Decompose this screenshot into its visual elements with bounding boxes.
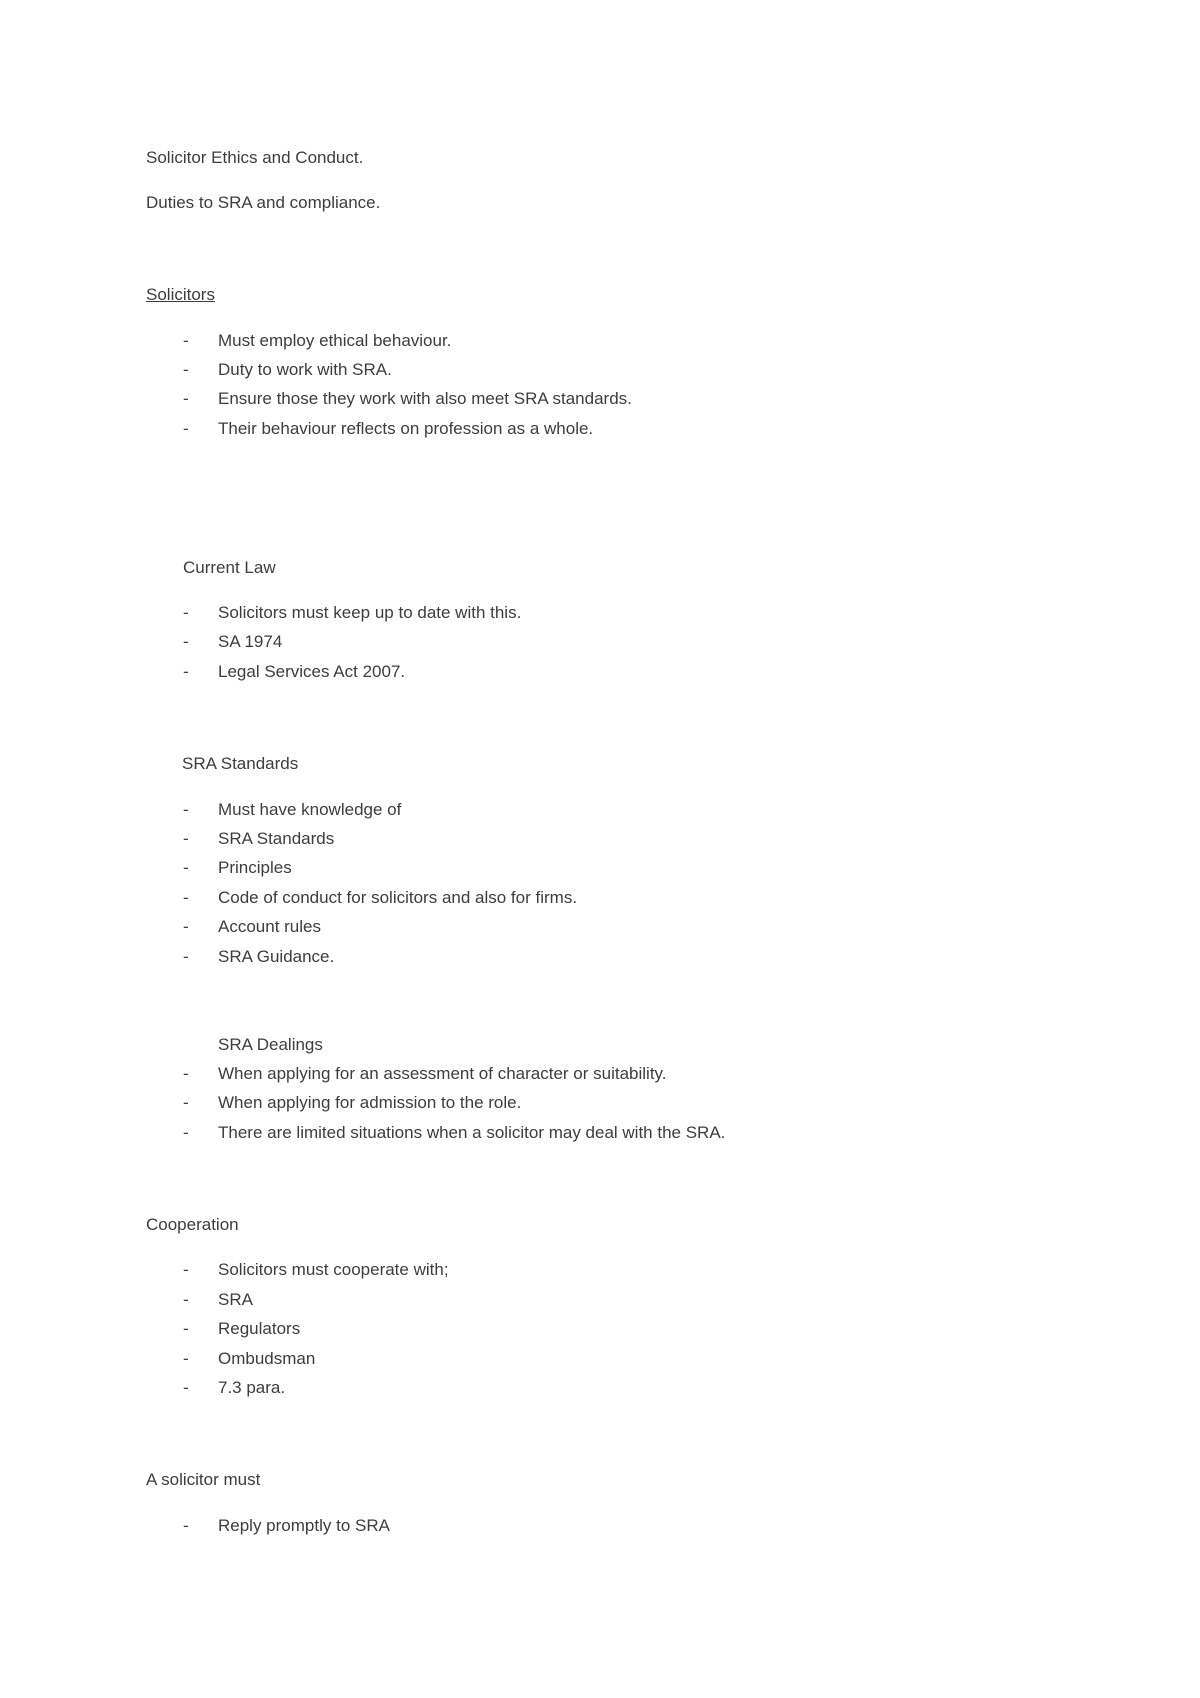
list-item: Reply promptly to SRA bbox=[218, 1516, 390, 1535]
list-item: SRA Standards bbox=[218, 829, 335, 848]
section-heading-sra-standards: SRA Standards bbox=[182, 754, 299, 773]
list-item: Regulators bbox=[218, 1319, 301, 1338]
bullet-dash: - bbox=[183, 1290, 189, 1309]
section-heading-sra-dealings: SRA Dealings bbox=[218, 1035, 323, 1054]
list-item: When applying for admission to the role. bbox=[218, 1093, 522, 1112]
list-item: Their behaviour reflects on profession as a whole. bbox=[218, 419, 594, 438]
list-item: Code of conduct for solicitors and also for firms. bbox=[218, 888, 578, 907]
bullet-dash: - bbox=[183, 1123, 189, 1142]
bullet-dash: - bbox=[183, 1378, 189, 1397]
list-item: SRA Guidance. bbox=[218, 947, 335, 966]
list-item: Ensure those they work with also meet SRA standards. bbox=[218, 389, 632, 408]
list-item: SA 1974 bbox=[218, 632, 283, 651]
list-item: Must have knowledge of bbox=[218, 800, 402, 819]
list-item: Must employ ethical behaviour. bbox=[218, 331, 452, 350]
bullet-dash: - bbox=[183, 917, 189, 936]
bullet-dash: - bbox=[183, 858, 189, 877]
bullet-dash: - bbox=[183, 662, 189, 681]
bullet-dash: - bbox=[183, 603, 189, 622]
list-item: Legal Services Act 2007. bbox=[218, 662, 406, 681]
section-heading-current-law: Current Law bbox=[183, 558, 276, 577]
bullet-dash: - bbox=[183, 888, 189, 907]
bullet-dash: - bbox=[183, 1260, 189, 1279]
section-heading-a-solicitor-must: A solicitor must bbox=[146, 1470, 261, 1489]
section-heading-cooperation: Cooperation bbox=[146, 1215, 239, 1234]
bullet-dash: - bbox=[183, 1064, 189, 1083]
bullet-dash: - bbox=[183, 389, 189, 408]
list-item: There are limited situations when a solicitor may deal with the SRA. bbox=[218, 1123, 726, 1142]
list-item: Ombudsman bbox=[218, 1349, 316, 1368]
bullet-dash: - bbox=[183, 947, 189, 966]
bullet-dash: - bbox=[183, 1349, 189, 1368]
bullet-dash: - bbox=[183, 331, 189, 350]
list-item: Solicitors must keep up to date with this. bbox=[218, 603, 522, 622]
bullet-dash: - bbox=[183, 800, 189, 819]
list-item: 7.3 para. bbox=[218, 1378, 286, 1397]
document-subtitle: Duties to SRA and compliance. bbox=[146, 193, 381, 212]
list-item: Principles bbox=[218, 858, 292, 877]
bullet-dash: - bbox=[183, 829, 189, 848]
section-heading-solicitors: Solicitors bbox=[146, 285, 215, 304]
bullet-dash: - bbox=[183, 1516, 189, 1535]
bullet-dash: - bbox=[183, 1093, 189, 1112]
list-item: Account rules bbox=[218, 917, 321, 936]
bullet-dash: - bbox=[183, 419, 189, 438]
list-item: When applying for an assessment of character or suitability. bbox=[218, 1064, 667, 1083]
list-item: SRA bbox=[218, 1290, 253, 1309]
bullet-dash: - bbox=[183, 632, 189, 651]
bullet-dash: - bbox=[183, 1319, 189, 1338]
bullet-dash: - bbox=[183, 360, 189, 379]
list-item: Duty to work with SRA. bbox=[218, 360, 392, 379]
list-item: Solicitors must cooperate with; bbox=[218, 1260, 449, 1279]
document-title: Solicitor Ethics and Conduct. bbox=[146, 148, 364, 167]
